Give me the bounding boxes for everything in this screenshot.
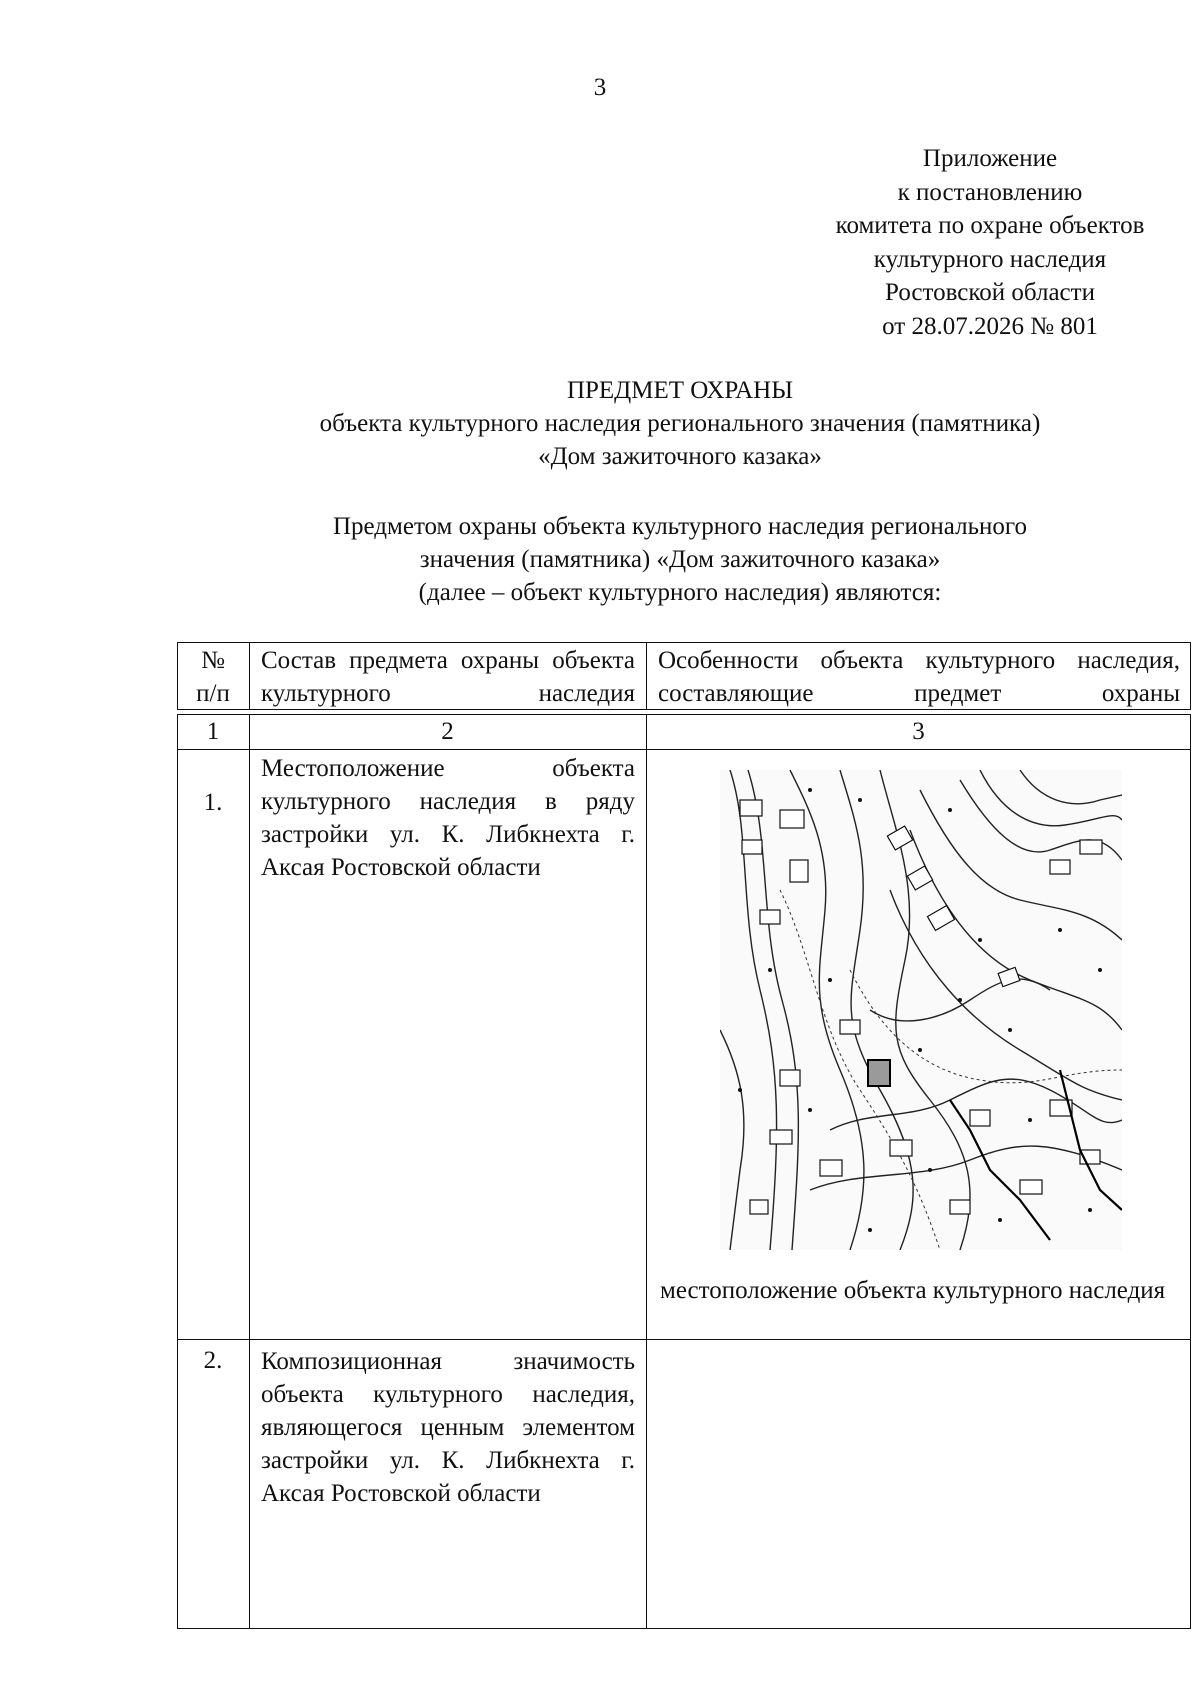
row-divider: [177, 1339, 1191, 1340]
topographic-map-icon: [720, 770, 1122, 1250]
row-number: 2.: [203, 1347, 223, 1374]
appendix-line: к постановлению: [897, 178, 1083, 206]
appendix-header: [780, 142, 1200, 343]
intro-paragraph: [230, 510, 1130, 609]
row-number: 1.: [203, 789, 223, 816]
appendix-date-number: от 28.07.2026 № 801: [882, 312, 1098, 340]
column-number: 3: [912, 718, 925, 745]
appendix-line: Приложение: [922, 145, 1058, 172]
document-title: [230, 374, 1130, 473]
column-divider: [646, 714, 647, 1629]
column-divider: [249, 714, 250, 1629]
row-divider: [177, 749, 1191, 750]
column-number: 2: [441, 718, 454, 745]
title-object-name: «Дом зажиточного казака»: [538, 443, 822, 470]
map-caption: местоположение объекта культурного наследия: [660, 1277, 1166, 1304]
location-map-image: [720, 770, 1122, 1250]
page-number: 3: [593, 74, 607, 101]
column-number: 1: [206, 718, 220, 745]
appendix-line: комитета по охране объектов: [835, 212, 1145, 239]
column-divider: [646, 642, 647, 710]
header-number-label: п/п: [196, 680, 230, 707]
header-number: [177, 642, 249, 710]
title-subheading: объекта культурного наследия регионального значения (памятника): [319, 410, 1041, 437]
appendix-line: Ростовской области: [885, 279, 1095, 306]
row-composition: Композиционная значимость объекта культурного наследия, являющегося ценным элементом застройки ул. К. Либкнехта г. Аксая Ростовской области: [261, 1348, 635, 1507]
header-number-symbol: №: [201, 647, 225, 674]
title-heading: ПРЕДМЕТ ОХРАНЫ: [566, 377, 794, 404]
appendix-line: культурного наследия: [873, 245, 1107, 273]
intro-line: (далее – объект культурного наследия) являются:: [418, 579, 942, 606]
header-features: Особенности объекта культурного наследия, составляющие предмет охраны: [658, 647, 1180, 707]
row-composition: Местоположение объекта культурного наследия в ряду застройки ул. К. Либкнехта г. Аксая Ростовской области: [261, 755, 635, 881]
column-divider: [249, 642, 250, 710]
header-composition: Состав предмета охраны объекта культурного наследия: [261, 647, 635, 707]
intro-line: значения (памятника) «Дом зажиточного казака»: [419, 546, 941, 573]
intro-line: Предметом охраны объекта культурного наследия регионального: [332, 513, 1027, 540]
